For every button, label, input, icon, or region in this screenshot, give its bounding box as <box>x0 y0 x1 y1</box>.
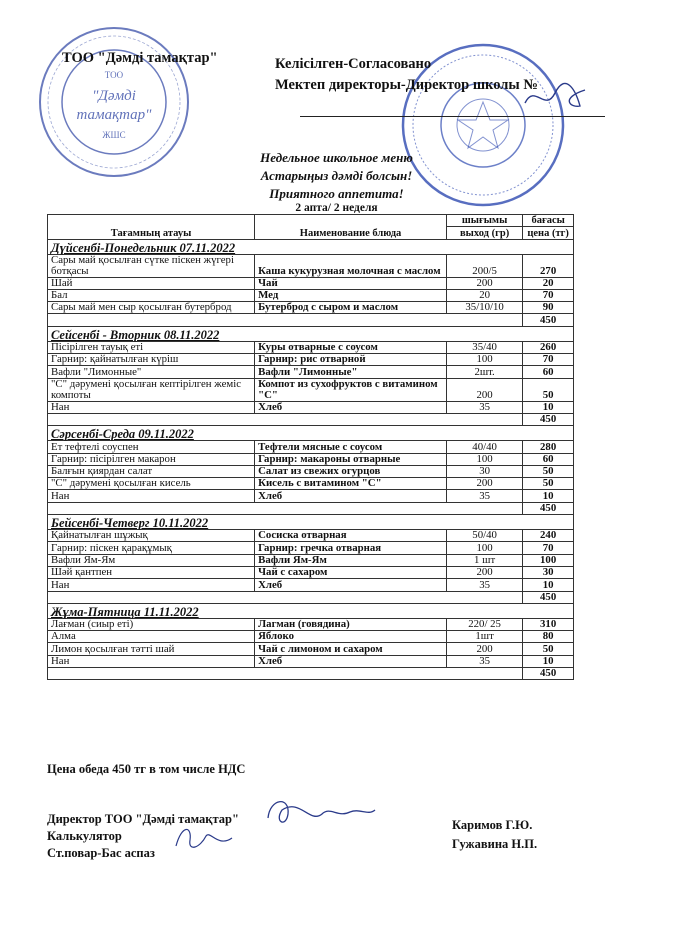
dish-price: 70 <box>523 289 574 301</box>
dish-kz: Шәй қантпен <box>48 566 255 578</box>
calculator-label: Калькулятор <box>47 829 122 843</box>
dish-price: 10 <box>523 490 574 502</box>
dish-qty: 100 <box>446 542 522 554</box>
menu-row <box>48 465 574 477</box>
dish-ru: Чай с сахаром <box>255 566 447 578</box>
menu-row <box>48 490 574 502</box>
dish-ru: Кисель с витамином "С" <box>255 478 447 490</box>
dish-price: 50 <box>523 465 574 477</box>
menu-row <box>48 341 574 353</box>
dish-ru: Вафли Ям-Ям <box>255 554 447 566</box>
dish-qty: 200 <box>446 566 522 578</box>
approval-underline <box>300 116 605 117</box>
dish-price: 10 <box>523 579 574 591</box>
day-total-row <box>48 591 574 603</box>
stamp-line4: ЖШС <box>102 130 126 140</box>
dish-qty: 1 шт <box>446 554 522 566</box>
dish-kz: Нан <box>48 655 255 667</box>
dish-ru: Чай <box>255 277 447 289</box>
price-vat-note: Цена обеда 450 тг в том числе НДС <box>47 762 246 776</box>
menu-row <box>48 643 574 655</box>
day-total-row <box>48 314 574 326</box>
menu-row <box>48 631 574 643</box>
day-total-row <box>48 413 574 425</box>
dish-ru: Гарнир: рис отварной <box>255 354 447 366</box>
subtitle-menu: Недельное школьное меню <box>260 150 413 165</box>
dish-kz: Лимон қосылған тәтті шай <box>48 643 255 655</box>
dish-price: 80 <box>523 631 574 643</box>
col-qty-kz-header: шығымы <box>446 215 522 227</box>
menu-row <box>48 302 574 314</box>
day-total-row <box>48 502 574 514</box>
week-label: 2 апта/ 2 неделя <box>295 202 378 214</box>
chef-signature <box>170 818 240 858</box>
dish-qty: 100 <box>446 354 522 366</box>
subtitle-ru-wish: Приятного аппетита! <box>269 186 404 201</box>
dish-qty: 1шт <box>446 631 522 643</box>
dish-price: 260 <box>523 341 574 353</box>
dish-qty: 35 <box>446 655 522 667</box>
col-price-ru-header: цена (тг) <box>523 227 574 239</box>
dish-kz: Пісірілген тауық еті <box>48 341 255 353</box>
stamp-line1: ТОО <box>104 70 124 80</box>
dish-qty: 35/40 <box>446 341 522 353</box>
dish-price: 10 <box>523 401 574 413</box>
dish-ru: Хлеб <box>255 655 447 667</box>
dish-price: 70 <box>523 354 574 366</box>
header-row-1 <box>48 215 574 227</box>
dish-kz: Гарнир: піскен қарақұмық <box>48 542 255 554</box>
dish-price: 50 <box>523 478 574 490</box>
dish-kz: Гарнир: пісірілген макарон <box>48 453 255 465</box>
menu-row <box>48 542 574 554</box>
dish-qty: 220/ 25 <box>446 618 522 630</box>
dish-ru: Гарнир: гречка отварная <box>255 542 447 554</box>
dish-kz: Шай <box>48 277 255 289</box>
dish-ru: Бутерброд с сыром и маслом <box>255 302 447 314</box>
dish-qty: 200 <box>446 643 522 655</box>
dish-qty: 200 <box>446 378 522 401</box>
menu-row <box>48 366 574 378</box>
day-total-spacer <box>48 591 523 603</box>
menu-row <box>48 378 574 401</box>
col-qty-ru-header: выход (гр) <box>446 227 522 239</box>
menu-row <box>48 478 574 490</box>
dish-price: 20 <box>523 277 574 289</box>
dish-ru: Компот из сухофруктов с витамином "С" <box>255 378 447 401</box>
menu-row <box>48 554 574 566</box>
stamp-line2: "Дәмді <box>92 88 136 104</box>
dish-kz: Нан <box>48 401 255 413</box>
menu-row <box>48 655 574 667</box>
approval-director: Мектеп директоры-Директор школы № <box>275 77 538 93</box>
dish-ru: Сосиска отварная <box>255 530 447 542</box>
day-header-row <box>48 603 574 618</box>
day-total-row <box>48 668 574 680</box>
dish-ru: Вафли "Лимонные" <box>255 366 447 378</box>
day-total-price: 450 <box>523 314 574 326</box>
dish-kz: Қайнатылған шұжық <box>48 530 255 542</box>
dish-price: 60 <box>523 453 574 465</box>
dish-price: 100 <box>523 554 574 566</box>
menu-row <box>48 289 574 301</box>
dish-kz: Ет тефтелі соуспен <box>48 441 255 453</box>
day-total-price: 450 <box>523 591 574 603</box>
dish-ru: Куры отварные с соусом <box>255 341 447 353</box>
dish-kz: Алма <box>48 631 255 643</box>
day-name: Сәрсенбі-Среда 09.11.2022 <box>48 426 574 441</box>
dish-ru: Салат из свежих огурцов <box>255 465 447 477</box>
dish-kz: Лағман (сиыр еті) <box>48 618 255 630</box>
dish-qty: 200 <box>446 277 522 289</box>
day-total-spacer <box>48 502 523 514</box>
dish-kz: "С" дәрумені қосылған кисель <box>48 478 255 490</box>
dish-qty: 35 <box>446 401 522 413</box>
dish-kz: "С" дәрумені қосылған кептірілген жеміс компоты <box>48 378 255 401</box>
dish-qty: 2шт. <box>446 366 522 378</box>
dish-price: 60 <box>523 366 574 378</box>
dish-kz: Нан <box>48 490 255 502</box>
day-total-spacer <box>48 668 523 680</box>
day-total-price: 450 <box>523 668 574 680</box>
dish-qty: 35 <box>446 490 522 502</box>
dish-qty: 200 <box>446 478 522 490</box>
dish-ru: Хлеб <box>255 490 447 502</box>
dish-price: 270 <box>523 254 574 277</box>
chef-name: Гужавина Н.П. <box>452 837 538 851</box>
dish-ru: Каша кукурузная молочная с маслом <box>255 254 447 277</box>
menu-row <box>48 579 574 591</box>
day-total-spacer <box>48 314 523 326</box>
company-name: ТОО "Дәмді тамақтар" <box>62 50 218 66</box>
menu-row <box>48 441 574 453</box>
dish-price: 310 <box>523 618 574 630</box>
director-label: Директор ТОО "Дәмді тамақтар" <box>47 812 239 826</box>
day-total-price: 450 <box>523 502 574 514</box>
menu-row <box>48 354 574 366</box>
day-total-price: 450 <box>523 413 574 425</box>
dish-qty: 40/40 <box>446 441 522 453</box>
dish-kz: Балғын қиярдан салат <box>48 465 255 477</box>
dish-ru: Гарнир: макароны отварные <box>255 453 447 465</box>
dish-qty: 200/5 <box>446 254 522 277</box>
dish-ru: Тефтели мясные с соусом <box>255 441 447 453</box>
dish-price: 280 <box>523 441 574 453</box>
dish-price: 240 <box>523 530 574 542</box>
day-header-row <box>48 426 574 441</box>
stamp-line3: тамақтар" <box>76 107 152 123</box>
dish-qty: 20 <box>446 289 522 301</box>
dish-ru: Яблоко <box>255 631 447 643</box>
approval-label: Келісілген-Согласовано <box>275 56 432 72</box>
day-name: Жұма-Пятница 11.11.2022 <box>48 603 574 618</box>
menu-row <box>48 566 574 578</box>
chef-label: Ст.повар-Бас аспаз <box>47 846 155 860</box>
menu-row <box>48 401 574 413</box>
dish-price: 30 <box>523 566 574 578</box>
menu-row <box>48 254 574 277</box>
dish-price: 90 <box>523 302 574 314</box>
menu-body <box>48 239 574 680</box>
col-price-kz-header: бағасы <box>523 215 574 227</box>
col-kz-header: Тағамның атауы <box>48 215 255 240</box>
dish-qty: 30 <box>446 465 522 477</box>
menu-row <box>48 618 574 630</box>
dish-ru: Хлеб <box>255 401 447 413</box>
subtitle-kz-wish: Астарыңыз дәмді болсын! <box>260 168 413 183</box>
dish-ru: Мед <box>255 289 447 301</box>
director-signature <box>260 788 380 838</box>
dish-kz: Вафли Ям-Ям <box>48 554 255 566</box>
director-name: Каримов Г.Ю. <box>452 818 533 832</box>
day-name: Дүйсенбі-Понедельник 07.11.2022 <box>48 239 574 254</box>
dish-kz: Нан <box>48 579 255 591</box>
menu-row <box>48 453 574 465</box>
dish-qty: 100 <box>446 453 522 465</box>
day-header-row <box>48 326 574 341</box>
dish-qty: 50/40 <box>446 530 522 542</box>
dish-kz: Гарнир: қайнатылған күріш <box>48 354 255 366</box>
day-total-spacer <box>48 413 523 425</box>
menu-table <box>47 214 574 680</box>
dish-qty: 35 <box>446 579 522 591</box>
day-header-row <box>48 239 574 254</box>
dish-price: 50 <box>523 378 574 401</box>
dish-kz: Сары май қосылған сүтке піскен жүгері ботқасы <box>48 254 255 277</box>
dish-qty: 35/10/10 <box>446 302 522 314</box>
dish-ru: Лагман (говядина) <box>255 618 447 630</box>
dish-ru: Чай с лимоном и сахаром <box>255 643 447 655</box>
day-name: Бейсенбі-Четверг 10.11.2022 <box>48 515 574 530</box>
day-header-row <box>48 515 574 530</box>
dish-kz: Бал <box>48 289 255 301</box>
menu-row <box>48 277 574 289</box>
dish-kz: Сары май мен сыр қосылған бутерброд <box>48 302 255 314</box>
dish-price: 70 <box>523 542 574 554</box>
col-ru-header: Наименование блюда <box>255 215 447 240</box>
dish-kz: Вафли "Лимонные" <box>48 366 255 378</box>
menu-row <box>48 530 574 542</box>
dish-ru: Хлеб <box>255 579 447 591</box>
dish-price: 50 <box>523 643 574 655</box>
day-name: Сейсенбі - Вторник 08.11.2022 <box>48 326 574 341</box>
dish-price: 10 <box>523 655 574 667</box>
